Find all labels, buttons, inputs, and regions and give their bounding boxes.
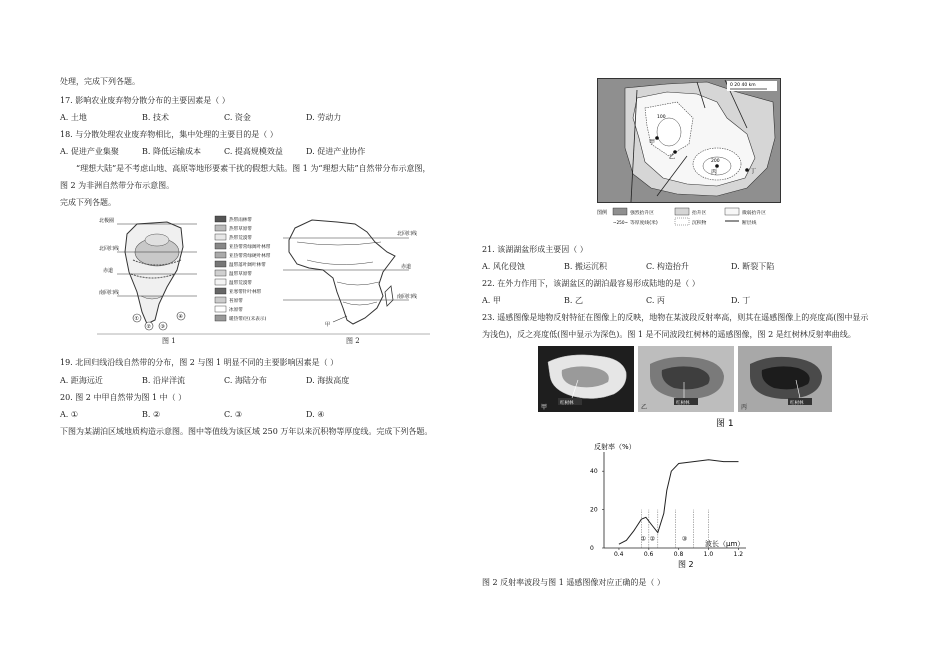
question-17: 17. 影响农业废弃物分散分布的主要因素是（ ）	[60, 96, 230, 105]
label-tropic-cancer: 北回归线	[99, 246, 120, 252]
intro-text: 图 2 为非洲自然带分布示意图。	[60, 181, 175, 190]
svg-text:热带草原带: 热带草原带	[229, 227, 252, 232]
option-a[interactable]: A. 距海远近	[60, 376, 103, 385]
remote-sensing-images	[538, 346, 832, 428]
question-18: 18. 与分散处理农业废弃物相比，集中处理的主要目的是（ ）	[60, 130, 278, 139]
contour-label: 100	[657, 115, 666, 120]
option-c[interactable]: C. 丙	[646, 296, 665, 305]
x-tick-label: 1.0	[703, 551, 714, 558]
intro-text: 处理，完成下列各题。	[60, 77, 140, 86]
label-tropic-capricorn: 南回归线	[99, 290, 120, 296]
svg-text:温带落叶阔叶林带: 温带落叶阔叶林带	[229, 263, 266, 268]
svg-text:~250~: ~250~	[613, 220, 629, 225]
svg-text:断层线: 断层线	[742, 221, 757, 226]
figure-1-caption: 图 1	[162, 337, 176, 345]
mangrove-tag: 红树林	[560, 401, 574, 406]
intro-text: 下图为某湖泊区域地质构造示意图。图中等值线为该区域 250 万年以来沉积物等厚度线。完成下列各题。	[60, 427, 433, 436]
svg-text:苔原带: 苔原带	[229, 299, 243, 304]
band-label: ①	[640, 535, 647, 543]
option-c[interactable]: C. 资金	[224, 113, 251, 122]
label-tropic-cancer: 北回归线	[397, 231, 418, 237]
point-ding	[745, 168, 749, 172]
y-ticks	[590, 468, 604, 552]
option-b[interactable]: B. 降低运输成本	[142, 147, 201, 156]
zone	[145, 234, 169, 246]
option-d[interactable]: D. 促进产业协作	[306, 147, 366, 156]
label-tropic-capricorn: 南回归线	[397, 294, 418, 300]
option-b[interactable]: B. 沿岸洋流	[142, 376, 185, 385]
photo-label-yi: 乙	[641, 404, 648, 411]
question-23-cont: 为浅色)，反之亮度低(图中显示为深色)。图 1 是不同波段红树林的遥感图像，图 2 是红树林反射率曲线。	[482, 330, 856, 339]
svg-text:抬升区: 抬升区	[692, 211, 707, 216]
option-b[interactable]: B. 搬运沉积	[564, 262, 607, 271]
marker-1: ①	[134, 316, 139, 322]
mangrove-tag: 红树林	[676, 401, 690, 406]
option-a[interactable]: A. 风化侵蚀	[482, 262, 525, 271]
intro-text: “理想大陆”是不考虑山地、高原等地形要素干扰的假想大陆。图 1 为“理想大陆”自然带分布示意图，	[76, 164, 431, 173]
x-tick-label: 0.6	[643, 551, 654, 558]
question-23-final: 图 2 反射率波段与图 1 遥感图像对应正确的是（ ）	[482, 578, 665, 587]
svg-text:热带荒漠带: 热带荒漠带	[229, 236, 252, 241]
figure-2-caption: 图 2	[346, 337, 360, 345]
figure-1-2	[97, 212, 430, 340]
svg-text:亚热带常绿阔叶林带: 亚热带常绿阔叶林带	[229, 245, 271, 250]
option-c[interactable]: C. 构造抬升	[646, 262, 689, 271]
question-20: 20. 图 2 中甲自然带为图 1 中（ ）	[60, 393, 187, 402]
chart-xlabel: 波长（μm）	[705, 540, 745, 548]
label-bing: 丙	[711, 169, 718, 176]
label-yi: 乙	[669, 154, 676, 161]
label-jia: 甲	[325, 322, 331, 328]
y-tick-label: 40	[590, 468, 598, 476]
point-bing	[715, 164, 719, 168]
band-label: ③	[681, 535, 688, 543]
chart-caption: 图 2	[678, 560, 694, 569]
svg-text:沉积物: 沉积物	[692, 221, 707, 226]
africa-outline	[289, 220, 395, 324]
option-d[interactable]: D. 劳动力	[306, 113, 342, 122]
x-tick-label: 0.4	[613, 551, 624, 558]
question-22: 22. 在外力作用下，该湖盆区的湖泊最容易形成陆地的是（ ）	[482, 279, 700, 288]
option-c[interactable]: C. ③	[224, 410, 243, 419]
option-a[interactable]: A. ①	[60, 410, 79, 419]
map-legend	[613, 208, 766, 226]
svg-text:等厚度线(米): 等厚度线(米)	[630, 221, 658, 226]
band-label: ②	[649, 535, 655, 543]
label-equator: 赤道	[401, 264, 412, 270]
reflectance-chart	[580, 440, 760, 570]
option-b[interactable]: B. ②	[142, 410, 161, 419]
svg-text:温带草原带: 温带草原带	[229, 272, 252, 277]
y-tick-label: 20	[590, 506, 598, 514]
svg-text:热带雨林带: 热带雨林带	[229, 218, 252, 223]
svg-text:温带荒漠带: 温带荒漠带	[229, 281, 252, 286]
label-jia: 甲	[649, 139, 656, 146]
svg-text:冰原带: 冰原带	[229, 308, 243, 313]
option-c[interactable]: C. 海陆分布	[224, 376, 267, 385]
option-d[interactable]: D. 断裂下陷	[731, 262, 775, 271]
question-19: 19. 北回归线沿线自然带的分布，图 2 与图 1 明显不同的主要影响因素是（ ）	[60, 358, 339, 367]
bands	[641, 510, 709, 548]
svg-text:亚寒带针叶林带: 亚寒带针叶林带	[229, 290, 262, 295]
point-jia	[655, 136, 659, 140]
label-ding: 丁	[750, 168, 757, 175]
label-arctic-circle: 北极圈	[99, 218, 115, 224]
x-tick-label: 1.2	[733, 551, 744, 558]
question-21: 21. 该湖湖盆形成主要因（ ）	[482, 245, 588, 254]
reflectance-curve	[619, 460, 739, 545]
label-equator: 赤道	[103, 268, 114, 274]
option-a[interactable]: A. 促进产业集聚	[60, 147, 119, 156]
option-a[interactable]: A. 土地	[60, 113, 87, 122]
option-d[interactable]: D. 丁	[731, 296, 751, 305]
svg-text:亚热带常绿硬叶林带: 亚热带常绿硬叶林带	[229, 254, 271, 259]
y-tick-label: 0	[590, 545, 594, 552]
option-b[interactable]: B. 乙	[564, 296, 583, 305]
legend-title: 图例	[597, 210, 608, 216]
fig1-legend	[215, 216, 271, 322]
mangrove-tag: 红树林	[790, 401, 804, 406]
scale-label: 0 20 40 km	[730, 83, 756, 88]
chart-ylabel: 反射率（%）	[594, 443, 636, 451]
photo-label-bing: 丙	[741, 404, 748, 411]
option-c[interactable]: C. 提高规模效益	[224, 147, 283, 156]
svg-text:暖热带/区(未表示): 暖热带/区(未表示)	[229, 317, 267, 322]
madagascar	[385, 286, 393, 306]
option-d[interactable]: D. ④	[306, 410, 325, 419]
contour-label: 200	[711, 159, 720, 164]
intro-text: 完成下列各题。	[60, 198, 116, 207]
x-ticks	[614, 548, 743, 558]
photos-caption: 图 1	[716, 419, 734, 428]
svg-text:微弱抬升区: 微弱抬升区	[742, 211, 766, 216]
marker-3: ③	[160, 324, 165, 330]
question-23: 23. 遥感图像是地物反射特征在图像上的反映，地物在某波段反射率高，则其在遥感图像上的亮度高(图中显示	[482, 313, 869, 322]
photo-label-jia: 甲	[541, 404, 548, 411]
svg-text:强烈抬升区: 强烈抬升区	[630, 211, 654, 216]
marker-2: ②	[146, 324, 151, 330]
marker-4: ④	[178, 314, 183, 320]
lake-geology-map	[597, 78, 781, 226]
option-d[interactable]: D. 海拔高度	[306, 376, 350, 385]
option-b[interactable]: B. 技术	[142, 113, 169, 122]
x-tick-label: 0.8	[673, 551, 684, 558]
option-a[interactable]: A. 甲	[482, 296, 501, 305]
pointer-line	[333, 316, 347, 322]
